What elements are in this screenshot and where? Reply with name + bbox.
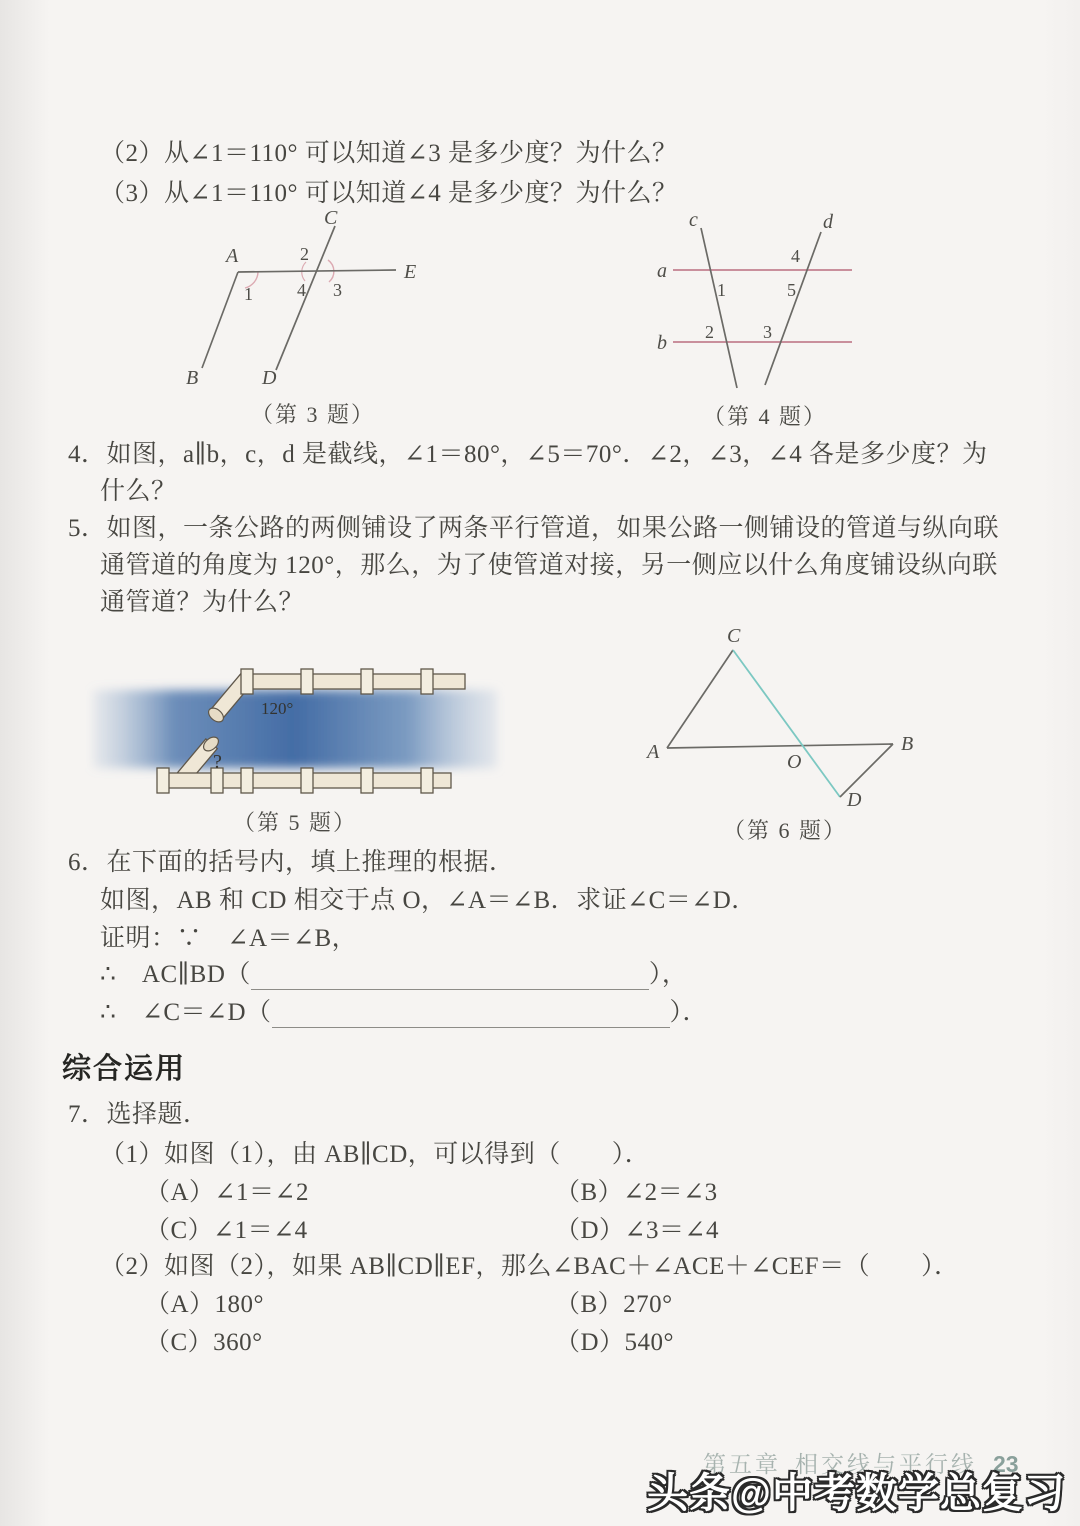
- q7p1-option-D: （D）∠3＝∠4: [555, 1217, 719, 1244]
- section-heading: 综合运用: [62, 1053, 187, 1085]
- q7p2-option-D: （D）540°: [555, 1329, 675, 1356]
- fig4-label-angle5: 5: [787, 280, 796, 300]
- fig6-line-AC: [667, 650, 733, 748]
- proof-step2-text: ∴ ∠C＝∠D（: [100, 999, 272, 1026]
- fig5-diagram: [85, 638, 505, 806]
- fig5-angle-label: 120°: [261, 699, 294, 718]
- watermark: 头条@中考数学总复习: [647, 1470, 1066, 1516]
- question6-line1: 6．在下面的括号内，填上推理的根据．: [68, 849, 515, 876]
- proof-step1-text: ∴ AC∥BD（: [100, 961, 251, 988]
- fig4-label-b: b: [657, 332, 667, 354]
- question6-line5: [100, 998, 708, 1028]
- fig6-caption: （第 6 题）: [722, 818, 847, 843]
- question4-line2: 什么？: [100, 478, 177, 505]
- figure-6: [635, 622, 935, 817]
- fig3-label-C: C: [324, 210, 338, 229]
- fig4-diagram: [645, 210, 885, 402]
- question-line-2: （2）从∠1＝110° 可以知道∠3 是多少度？为什么？: [100, 140, 678, 167]
- fig6-label-O: O: [787, 751, 802, 773]
- question6-line4: [100, 960, 687, 990]
- fig3-line-AB: [202, 272, 238, 368]
- fig3-diagram: [178, 210, 448, 400]
- fig6-line-AB: [667, 744, 893, 748]
- proof-step2-close: ）．: [669, 999, 709, 1026]
- q7p2-option-A: （A）180°: [145, 1291, 265, 1318]
- question5-line3: 通管道？为什么？: [100, 589, 305, 616]
- fig5-question-mark: ?: [213, 751, 222, 773]
- fig5-caption: （第 5 题）: [232, 810, 357, 835]
- fig3-label-angle4: 4: [297, 280, 306, 300]
- fig3-label-angle1: 1: [244, 284, 253, 304]
- proof-step1-close: ），: [648, 961, 688, 988]
- q6-blank-1: [251, 963, 649, 990]
- fig3-label-B: B: [186, 367, 199, 389]
- q6-blank-2: [272, 1001, 670, 1028]
- fig3-caption: （第 3 题）: [250, 402, 375, 427]
- fig6-label-B: B: [901, 733, 914, 755]
- question5-line2: 通管道的角度为 120°，那么，为了使管道对接，另一侧应以什么角度铺设纵向联: [100, 552, 998, 579]
- footer-page-number: 23: [993, 1451, 1019, 1477]
- figure-4: [645, 210, 885, 407]
- question-line-3: （3）从∠1＝110° 可以知道∠4 是多少度？为什么？: [100, 180, 678, 207]
- fig4-label-angle4: 4: [791, 246, 800, 266]
- q7p2-option-B: （B）270°: [555, 1291, 673, 1318]
- question7-part1-stem: （1）如图（1），由 AB∥CD，可以得到（ ）．: [100, 1141, 651, 1168]
- footer-chapter-title: 相交线与平行线: [795, 1452, 977, 1477]
- question4-line1: 4．如图，a∥b，c，d 是截线，∠1＝80°，∠5＝70°．∠2，∠3，∠4 各是多少度？为: [68, 441, 988, 468]
- fig4-caption: （第 4 题）: [702, 404, 827, 429]
- fig3-label-angle2: 2: [300, 244, 309, 264]
- q7p1-option-C: （C）∠1＝∠4: [145, 1217, 308, 1244]
- question5-line1: 5．如图，一条公路的两侧铺设了两条平行管道，如果公路一侧铺设的管道与纵向联: [68, 515, 1000, 542]
- question6-line2: 如图，AB 和 CD 相交于点 O，∠A＝∠B．求证∠C＝∠D．: [100, 887, 757, 914]
- q7p1-option-B: （B）∠2＝∠3: [555, 1179, 718, 1206]
- question6-line3: 证明：∵ ∠A＝∠B，: [100, 925, 358, 952]
- question7-part2-stem: （2）如图（2），如果 AB∥CD∥EF，那么∠BAC＋∠ACE＋∠CEF＝（ ）．: [100, 1253, 960, 1280]
- fig4-label-angle1: 1: [717, 280, 726, 300]
- fig6-diagram: [635, 622, 935, 812]
- fig4-line-c: [701, 228, 737, 388]
- fig3-label-E: E: [404, 261, 417, 283]
- fig5-road-band: [93, 690, 497, 768]
- fig4-label-d: d: [823, 211, 833, 233]
- q7p2-option-C: （C）360°: [145, 1329, 263, 1356]
- fig4-label-c: c: [689, 210, 698, 231]
- fig3-label-angle3: 3: [333, 280, 342, 300]
- fig6-label-A: A: [647, 741, 660, 763]
- fig4-label-a: a: [657, 260, 667, 282]
- fig6-line-CD: [733, 650, 840, 797]
- fig5-bottom-pipe: [157, 768, 451, 793]
- fig3-label-A: A: [226, 245, 239, 267]
- footer-chapter: 第五章: [703, 1452, 781, 1477]
- fig6-label-D: D: [847, 789, 862, 811]
- fig4-label-angle3: 3: [763, 322, 772, 342]
- fig3-label-D: D: [262, 367, 277, 389]
- question7-title: 7．选择题．: [68, 1101, 209, 1128]
- q7p1-option-A: （A）∠1＝∠2: [145, 1179, 309, 1206]
- figure-3: [178, 210, 448, 405]
- figure-5: [85, 638, 505, 811]
- fig4-label-angle2: 2: [705, 322, 714, 342]
- fig6-label-C: C: [727, 625, 741, 647]
